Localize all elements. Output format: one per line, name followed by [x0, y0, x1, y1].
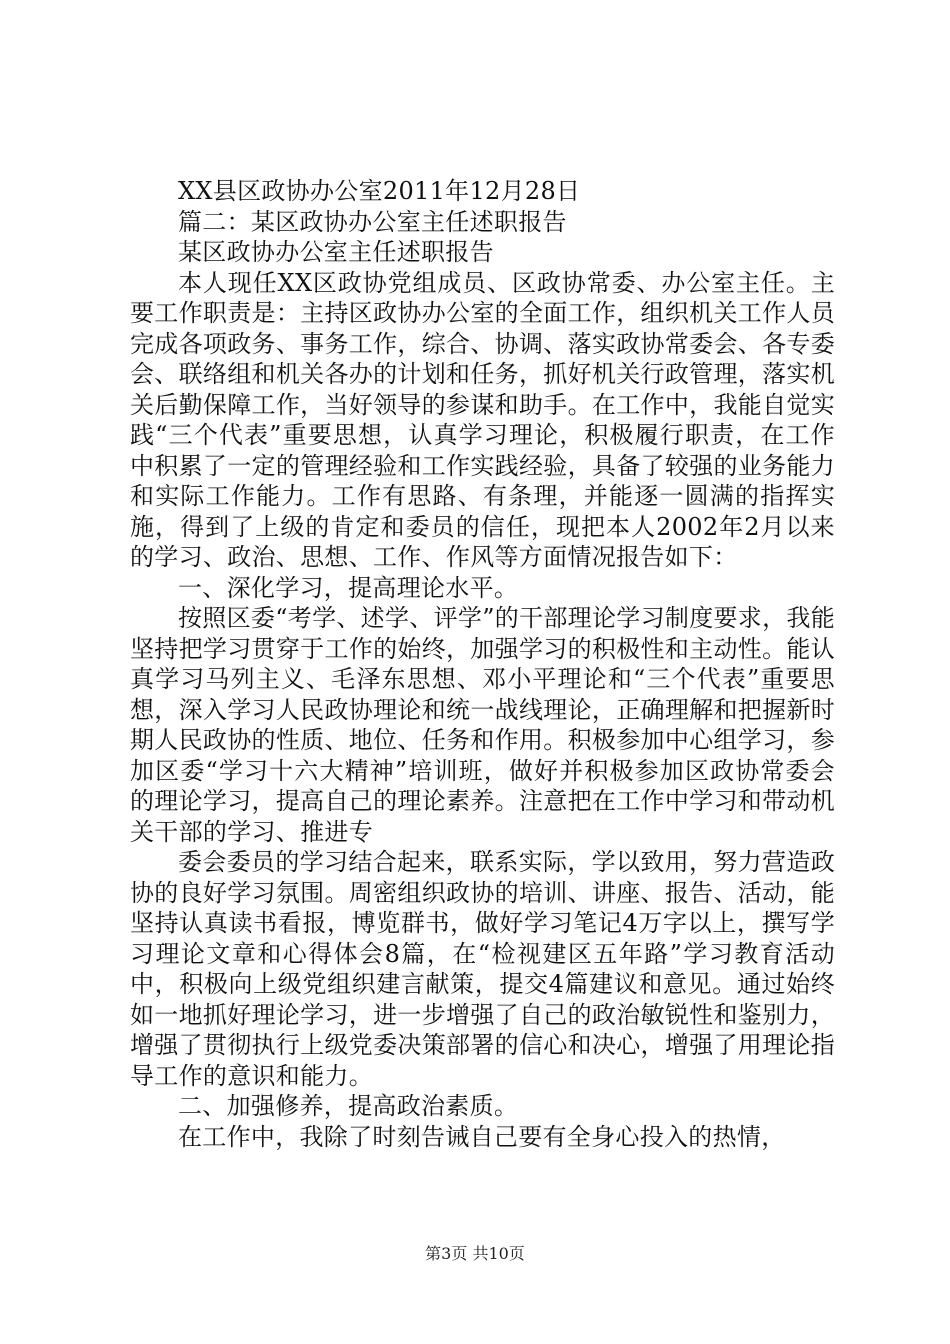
page-footer: [0, 1244, 950, 1264]
document-body: [130, 176, 835, 1152]
body-paragraph: 按照区委“考学、述学、评学”的干部理论学习制度要求，我能坚持把学习贯穿于工作的始终，加强学习的积极性和主动性。能认真学习马列主义、毛泽东思想、邓小平理论和“三个代表”重要思想，深入学习人民政协理论和统一战线理论，正确理解和把握新时期人民政协的性质、地位、任务和作用。积极参加中心组学习，参加区委“学习十六大精神”培训班，做好并积极参加区政协常委会的理论学习，提高自己的理论素养。注意把在工作中学习和带动机关干部的学习、推进专: [130, 604, 835, 846]
section-heading: 篇二：某区政协办公室主任述职报告: [178, 207, 567, 236]
page-number-label: 第3页 共10页: [425, 1244, 525, 1263]
subsection-heading: 二、加强修养，提高政治素质。: [178, 1092, 519, 1120]
closing-signature-line: XX县区政协办公室2011年12月28日: [178, 177, 581, 205]
body-paragraph: 委会委员的学习结合起来，联系实际，学以致用，努力营造政协的良好学习氛围。周密组织政协的培训、讲座、报告、活动，能坚持认真读书看报，博览群书，做好学习笔记4万字以上，撰写学习理论文章和心得体会8篇，在“检视建区五年路”学习教育活动中，积极向上级党组织建言献策，提交4篇建议和意见。通过始终如一地抓好理论学习，进一步增强了自己的政治敏锐性和鉴别力，增强了贯彻执行上级党委决策部署的信心和决心，增强了用理论指导工作的意识和能力。: [130, 848, 835, 1090]
report-title: 某区政协办公室主任述职报告: [178, 238, 494, 266]
subsection-heading: 一、深化学习，提高理论水平。: [178, 573, 519, 602]
body-paragraph: 在工作中，我除了时刻告诫自己要有全身心投入的热情，: [178, 1122, 786, 1151]
body-paragraph: 本人现任XX区政协党组成员、区政协常委、办公室主任。主要工作职责是：主持区政协办公室的全面工作，组织机关工作人员完成各项政务、事务工作，综合、协调、落实政协常委会、各专委会、联络组和机关各办的计划和任务，抓好机关行政管理，落实机关后勤保障工作，当好领导的参谋和助手。在工作中，我能自觉实践“三个代表”重要思想，认真学习理论，积极履行职责，在工作中积累了一定的管理经验和工作实践经验，具备了较强的业务能力和实际工作能力。工作有思路、有条理，并能逐一圆满的指挥实施，得到了上级的肯定和委员的信任，现把本人2002年2月以来的学习、政治、思想、工作、作风等方面情况报告如下：: [130, 268, 835, 571]
